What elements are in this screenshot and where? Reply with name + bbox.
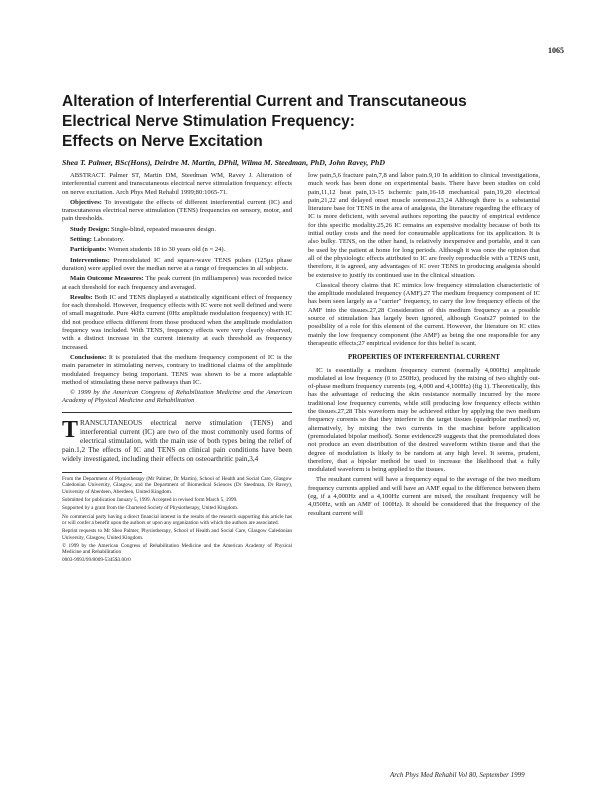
- abstract-label: Interventions:: [70, 256, 110, 264]
- abstract-text: The peak current (in milliamperes) was recorded twice at each threshold for each frequency and averaged.: [62, 275, 292, 291]
- body-paragraph: IC is essentially a medium frequency current (normally 4,000Hz) amplitude modulated at low frequency (0 to 250Hz), produced by the mixing of two slightly out-of-phase medium frequency currents (eg, 4,000 and 4,100Hz) (fig 1). Theoretically, this has the advantage of reducing the skin resistance normally incurred by the more traditional low frequency currents, while still producing low frequency effects within the tissues.27,28 This waveform may be achieved either by applying the two medium frequency currents so that they interfere in the target tissues (quadripolar method) or, alternatively, by mixing the two currents in the machine before application (premodulated bipolar method). Some evidence29 suggests that the premodulated does not produce an even distribution of the desired waveform within tissue and that the degree of modulation is likely to be random at any high level. It seems, prudent, therefore, that a bipolar method be used to increase the likelihood that a fully modulated waveform is being applied to the tissues.: [308, 366, 540, 474]
- abstract-text: To investigate the effects of different interferential current (IC) and transcutaneous electrical nerve stimulation (TENS) frequencies on sensory, motor, and pain thresholds.: [62, 198, 292, 223]
- title-line: Effects on Nerve Excitation: [62, 133, 263, 150]
- abstract: [62, 172, 292, 413]
- abstract-label: Results:: [70, 293, 93, 301]
- footnote: © 1999 by the American Congress of Rehabilitation Medicine and the American Academy of Physical Medicine and Rehabilitation: [62, 542, 292, 556]
- footnote: No commercial party having a direct financial interest in the results of the research supporting this article has or will confer a benefit upon the authors or upon any organization with which the authors are associated.: [62, 513, 292, 526]
- section-heading: PROPERTIES OF INTERFERENTIAL CURRENT: [348, 354, 500, 362]
- title-line: Alteration of Interferential Current and Transcutaneous: [62, 93, 467, 110]
- abstract-copyright: © 1999 by the American Congress of Rehabilitation Medicine and the American Academy of Physical Medicine and Rehabilitation: [62, 389, 292, 405]
- abstract-citation: ABSTRACT. Palmer ST, Martin DM, Steedman WM, Ravey J. Alteration of interferential current and transcutaneous electrical nerve stimulation frequency: effects on nerve excitation. Arch Phys Med Rehabil 1999;80:1065-71.: [62, 172, 292, 196]
- abstract-label: Main Outcome Measures:: [70, 275, 144, 283]
- body-paragraph: The resultant current will have a frequency equal to the average of the two medium frequency currents applied and will have an AMF equal to the difference between them (eg, if a 4,000Hz and a 4,100Hz current are mixed, the resultant frequency will be 4,050Hz, with an AMF of 100Hz). It should be considered that the frequency of the resultant current will: [308, 476, 540, 517]
- abstract-setting: [62, 236, 292, 244]
- footnote: Reprint requests to Mr Shea Palmer, Physiotherapy, School of Health and Social Care, Glasgow Caledonian University, Glasgow, United Kingdom.: [62, 528, 292, 541]
- abstract-design: [62, 226, 292, 234]
- footnote: Submitted for publication January 5, 1999. Accepted in revised form March 5, 1999.: [62, 497, 238, 504]
- left-column: [62, 172, 292, 566]
- footnote: From the Department of Physiotherapy (Mr Palmer, Dr Martin), School of Health and Social Care, Glasgow Caledonian University, Glasgow, and the Department of Biomedical Sciences (Dr Steedman, Dr Ravey), University of Aberdeen, Aberdeen, United Kingdom.: [62, 476, 292, 495]
- author-list: Shea T. Palmer, BSc(Hons), Deirdre M. Martin, DPhil, Wilma M. Steedman, PhD, John Ravey, PhD: [62, 158, 386, 167]
- abstract-text: Premodulated IC and square-wave TENS pulses (125µs phase duration) were applied over the median nerve at a range of frequencies in all subjects.: [62, 256, 292, 272]
- abstract-text: Single-blind, repeated measures design.: [111, 225, 216, 233]
- abstract-text: Both IC and TENS displayed a statistically significant effect of frequency for each threshold. However, frequency effects with IC were not well defined and were of small magnitude. Pure 4kHz current (0Hz amplitude modulation frequency) with IC did not produce effects different from those produced when the amplitude modulation frequency was included. With TENS, frequency effects were very clearly observed, with a distinct increase in the current intensity at each threshold as frequency increased.: [62, 293, 292, 351]
- abstract-outcome: [62, 275, 292, 292]
- abstract-text: Laboratory.: [93, 236, 125, 244]
- abstract-results: [62, 294, 292, 352]
- title-line: Electrical Nerve Stimulation Frequency:: [62, 113, 355, 130]
- drop-cap: T: [62, 416, 79, 443]
- abstract-objectives: [62, 199, 292, 224]
- page-number: 1065: [548, 46, 564, 55]
- footnotes: [62, 476, 292, 564]
- intro-text: RANSCUTANEOUS electrical nerve stimulation (TENS) and interferential current (IC) are two of the most commonly used forms of electrical stimulation, with the main use of both types being the relief of pain.1,2 The effects of IC and TENS on clinical pain conditions have been widely investigated, including their effects on osteoarthritic pain,3,4: [62, 418, 292, 464]
- abstract-label: Study Design:: [70, 225, 110, 233]
- body-paragraph: Classical theory claims that IC mimics low frequency stimulation characteristic of the amplitude modulated frequency (AMF).27 The medium frequency component of IC has been seen largely as a "carrier" frequency, to carry the low frequency effects of the AMF into the tissues.27,28 Consideration of this medium frequency as a possible source of stimulation has largely been ignored, although Goats27 pointed to the possibility of a role for this element of the current. However, the literature on IC cites mainly the low frequency component (the AMF) as being the one responsible for any therapeutic effects;27 empirical evidence for this belief is scant.: [308, 281, 540, 347]
- abstract-interventions: [62, 257, 292, 274]
- footnote-divider: [62, 472, 142, 473]
- abstract-label: Participants:: [70, 246, 107, 254]
- abstract-conclusions: [62, 354, 292, 387]
- abstract-text: It is postulated that the medium frequency component of IC is the main parameter in stimulating nerves, contrary to traditional claims of the amplitude modulated frequency being important. TENS was shown to be a more adaptable method of stimulating these nerve pathways than IC.: [62, 353, 292, 386]
- body-paragraph: low pain,5,6 fracture pain,7,8 and labor pain.9,10 In addition to clinical investigations, much work has been done on experimental basis. There have been studies on cold pain,11,12 heat pain,13-15 ischemic pain,16-18 mechanical pain,19,20 electrical pain,21,22 and delayed onset muscle soreness.23,24 Although there is a substantial literature base for TENS in the area of analgesia, the literature regarding the efficacy of IC is more deficient, with several authors reporting the paucity of empirical evidence for this specific modality.25,26 IC remains an expensive modality because of both its initial outlay costs and the need for consumable applications for its application. It is also bulky. TENS, on the other hand, is relatively inexpensive and portable, and it can be used by the patient at home for long periods. Although it was once the opinion that all of the physiologic effects attributed to IC are freely reproducible with a TENS unit, therefore, it is agreed, any advantages of IC over TENS in producing analgesia should be extensive to justify its continued use in the clinical situation.: [308, 172, 540, 279]
- abstract-text: Women students 18 to 30 years old (n = 24).: [108, 246, 226, 254]
- article-title: [62, 92, 542, 152]
- journal-footer: Arch Phys Med Rehabil Vol 80, September 1999: [390, 771, 525, 779]
- intro-paragraph: [62, 416, 292, 464]
- footnote: Supported by a grant from the Chartered Society of Physiotherapy, United Kingdom.: [62, 505, 239, 512]
- footnote: 0003-9993/99/8009-5345$3.00/0: [62, 557, 131, 564]
- right-column: [308, 172, 540, 520]
- abstract-label: Conclusions:: [70, 353, 107, 361]
- abstract-participants: [62, 246, 292, 254]
- abstract-label: Objectives:: [70, 198, 102, 206]
- abstract-label: Setting:: [70, 236, 92, 244]
